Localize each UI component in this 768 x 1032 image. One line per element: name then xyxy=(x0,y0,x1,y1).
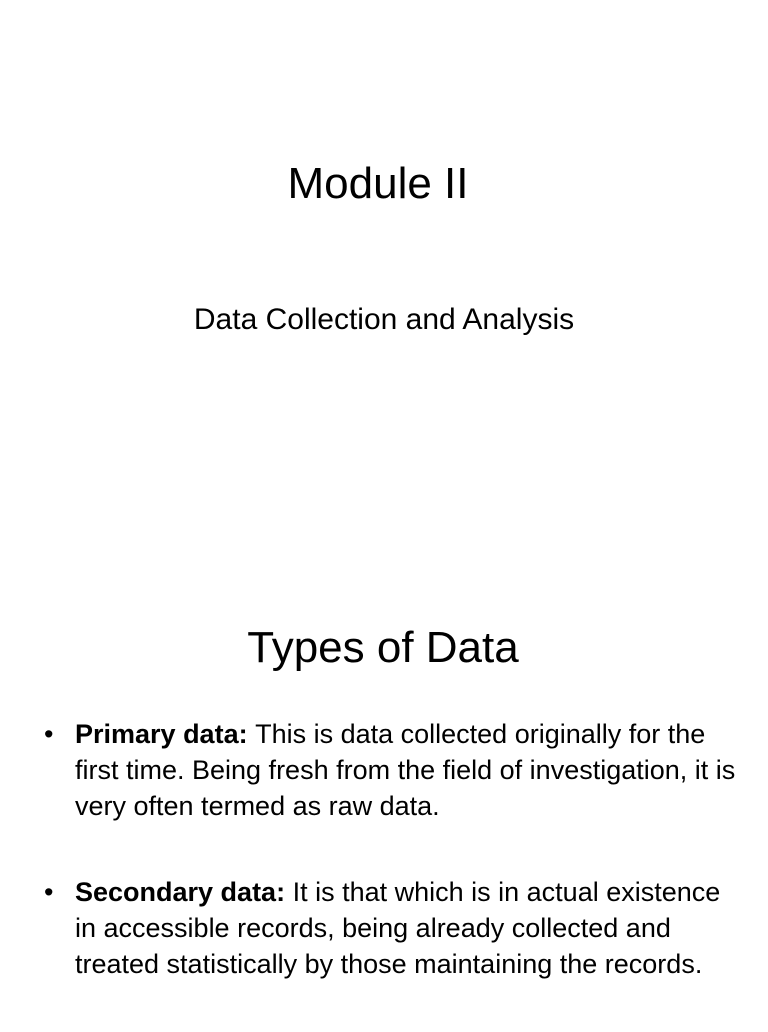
primary-data-term: Primary data: xyxy=(75,719,256,749)
secondary-data-definition: It is that which is in actual existence in accessible records, being already collected and treated statistically by those maintaining the records. xyxy=(75,877,721,979)
bullet-icon: • xyxy=(44,877,54,907)
slide-module-title xyxy=(0,0,768,512)
types-of-data-list xyxy=(40,716,740,1032)
bullet-primary-data xyxy=(40,716,740,824)
types-of-data-title: Types of Data xyxy=(247,623,519,672)
module-title: Module II xyxy=(287,159,469,208)
module-subtitle: Data Collection and Analysis xyxy=(193,303,575,336)
slide-types-of-data xyxy=(0,512,768,1024)
bullet-secondary-data xyxy=(40,874,740,982)
secondary-data-term: Secondary data: xyxy=(75,877,293,907)
primary-data-definition: This is data collected originally for the first time. Being fresh from the field of investigation, it is very often termed as raw data. xyxy=(75,719,736,821)
bullet-icon: • xyxy=(44,719,54,749)
